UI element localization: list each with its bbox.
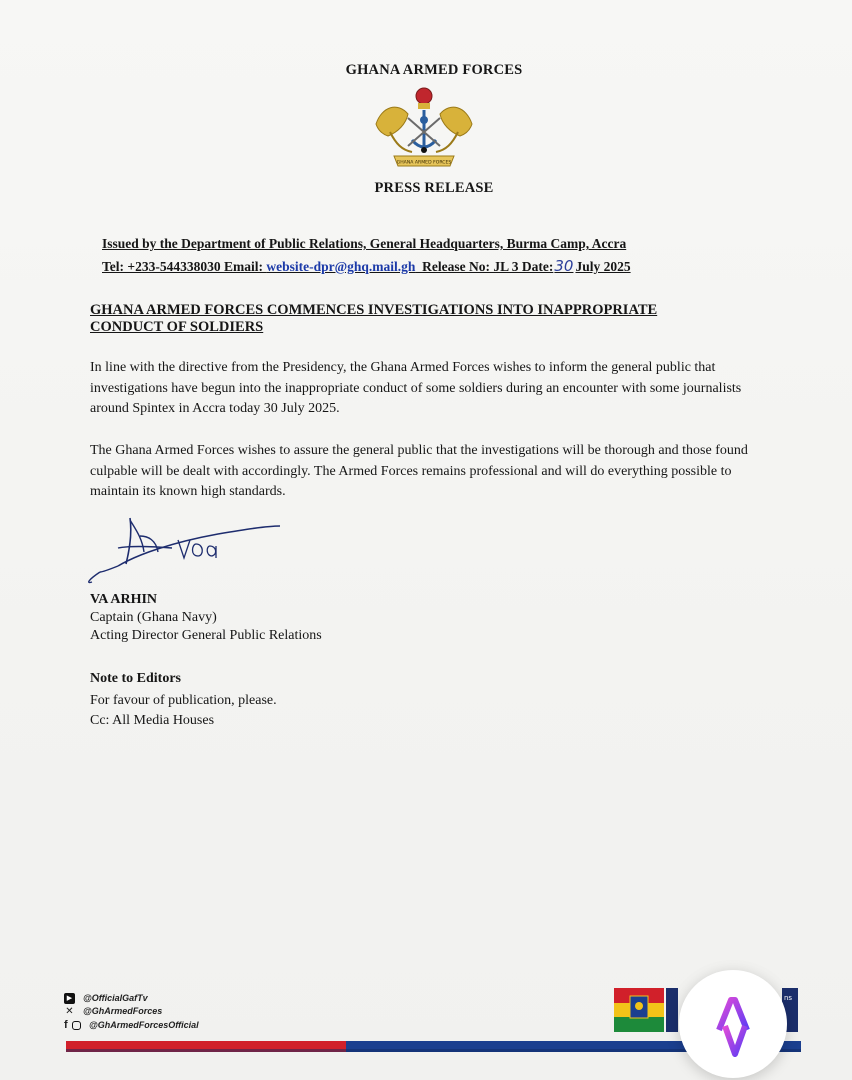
social-facebook-instagram[interactable]	[64, 1019, 199, 1032]
email-link[interactable]: website-dpr@ghq.mail.gh	[266, 259, 416, 274]
date-text: July 2025	[575, 259, 631, 274]
notes-heading: Note to Editors	[90, 671, 181, 686]
youtube-handle: @OfficialGafTv	[83, 993, 148, 1003]
contact-line	[102, 257, 631, 275]
facebook-icon: f	[64, 1019, 68, 1031]
signatory-rank: Captain (Ghana Navy)	[90, 610, 217, 625]
youtube-icon: ▶	[64, 993, 75, 1004]
facebook-handle: @GhArmedForcesOfficial	[89, 1020, 199, 1030]
headline-line-2: CONDUCT OF SOLDIERS	[90, 319, 264, 335]
floating-action-button[interactable]	[679, 970, 787, 1078]
issued-by-line: Issued by the Department of Public Relations, General Headquarters, Burma Camp, Accra	[102, 236, 627, 251]
ghana-armed-forces-crest	[368, 84, 480, 174]
release-no: Release No: JL 3 Date:	[415, 259, 554, 274]
ghana-flag-emblem	[614, 988, 664, 1032]
social-handles	[64, 993, 199, 1032]
document-type: PRESS RELEASE	[374, 180, 494, 196]
notes-line-2: Cc: All Media Houses	[90, 713, 215, 728]
handwritten-date: 30	[554, 257, 574, 275]
instagram-icon	[72, 1021, 81, 1030]
body-paragraph-1: In line with the directive from the Presidency, the Ghana Armed Forces wishes to inform the general public that investigations have begun into the inappropriate conduct of some soldiers during an encounter with some journalists around Spintex in Accra today 30 July 2025.	[90, 360, 742, 416]
social-youtube[interactable]	[64, 993, 199, 1006]
org-name: GHANA ARMED FORCES	[345, 62, 523, 78]
x-handle: @GhArmedForces	[83, 1006, 163, 1016]
signatory-name: VA ARHIN	[90, 592, 158, 607]
handwritten-signature	[78, 508, 288, 588]
notes-line-1: For favour of publication, please.	[90, 693, 277, 708]
social-x[interactable]	[64, 1006, 199, 1019]
x-icon: ✕	[65, 1006, 74, 1018]
signatory-title: Acting Director General Public Relations	[90, 628, 322, 643]
crest-motto: GHANA ARMED FORCES	[396, 160, 452, 166]
footer-dark-block	[666, 988, 678, 1032]
sparkle-logo-icon	[679, 970, 787, 1078]
headline-line-1: GHANA ARMED FORCES COMMENCES INVESTIGATIONS INTO INAPPROPRIATE	[90, 302, 658, 318]
headline	[90, 302, 790, 336]
body-paragraph-2: The Ghana Armed Forces wishes to assure the general public that the investigations will be thorough and those found culpable will be dealt with accordingly. The Armed Forces remains professional and will do everything possible to maintain its known high standards.	[90, 443, 748, 499]
footer-edge-text: ns	[784, 994, 793, 1002]
tel-text: Tel: +233-544338030 Email:	[102, 259, 267, 274]
